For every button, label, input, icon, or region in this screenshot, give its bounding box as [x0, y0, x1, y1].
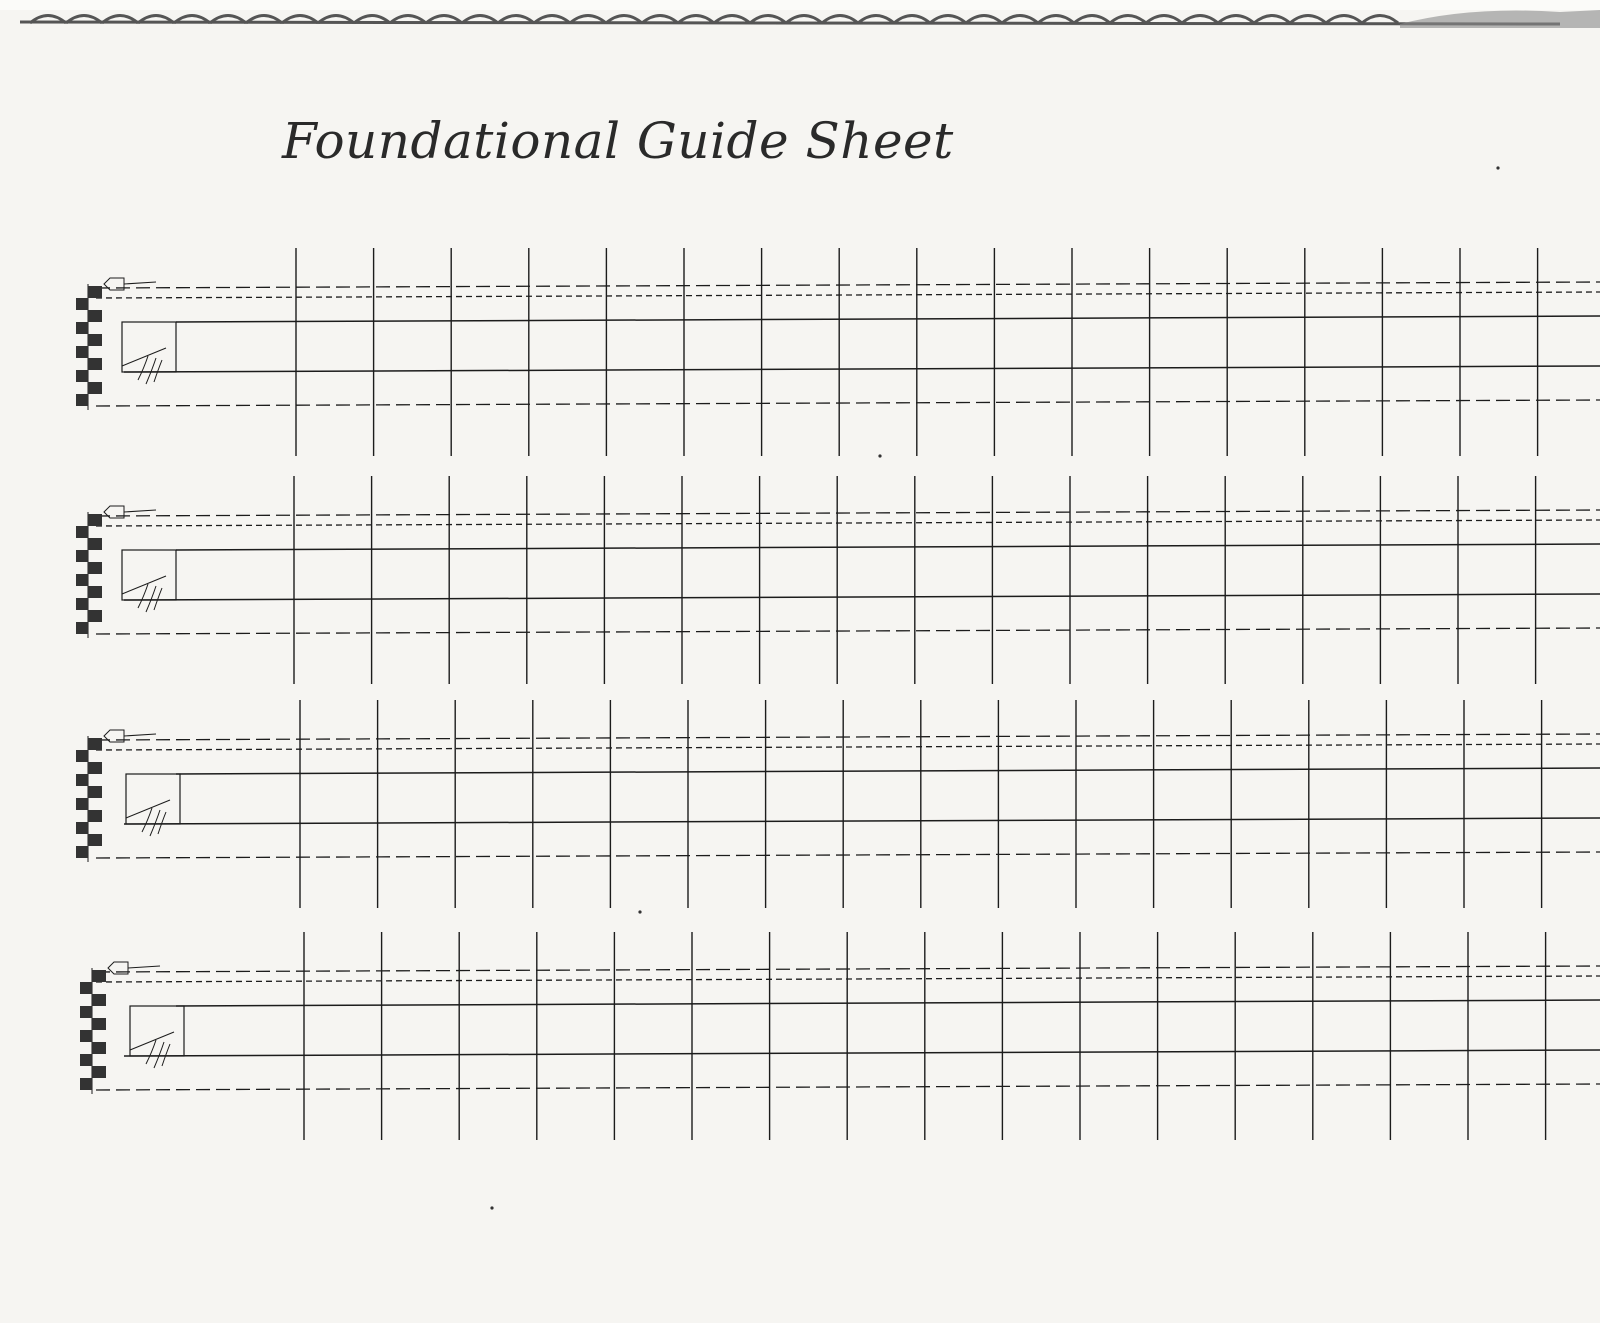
base-line: [124, 366, 1600, 372]
base-line: [124, 818, 1600, 824]
pen-nib-mark: [76, 598, 88, 610]
cap-height-line: [96, 744, 1600, 750]
pen-nib-mark: [88, 610, 102, 622]
pen-nib-mark: [76, 622, 88, 634]
x-height-box: [130, 1006, 184, 1056]
waist-line: [176, 544, 1600, 550]
scallop-mark: [1182, 16, 1218, 24]
scallop-mark: [1074, 16, 1110, 24]
pen-nib-mark: [88, 286, 102, 298]
hand-pen-icon: [130, 1032, 174, 1068]
pen-nib-mark: [88, 762, 102, 774]
pen-nib-mark: [76, 750, 88, 762]
scan-speck: [490, 1206, 493, 1209]
guide-block: [76, 700, 1600, 908]
pen-nib-mark: [88, 382, 102, 394]
pen-nib-mark: [88, 358, 102, 370]
x-height-box: [126, 774, 180, 824]
pen-nib-mark: [88, 310, 102, 322]
pen-nib-mark: [76, 526, 88, 538]
guide-block: [80, 932, 1600, 1140]
scallop-mark: [1218, 16, 1254, 24]
pen-nib-mark: [92, 1066, 106, 1078]
pen-nib-mark: [76, 298, 88, 310]
pen-nib-mark: [76, 846, 88, 858]
scallop-mark: [1326, 16, 1362, 24]
hand-pen-icon: [126, 800, 170, 836]
base-line: [124, 1050, 1600, 1056]
cap-height-line: [96, 292, 1600, 298]
pen-nib-illustration-icon: [108, 962, 160, 974]
waist-line: [176, 1000, 1600, 1006]
pen-nib-mark: [88, 538, 102, 550]
descender-line: [96, 1084, 1600, 1090]
pen-nib-mark: [88, 738, 102, 750]
pen-nib-mark: [76, 322, 88, 334]
pen-nib-mark: [92, 970, 106, 982]
scan-speck: [638, 910, 641, 913]
pen-nib-mark: [80, 982, 92, 994]
pen-width-ladder: [80, 968, 106, 1094]
scallop-mark: [1146, 16, 1182, 24]
scallop-mark: [1110, 16, 1146, 24]
pen-nib-mark: [80, 1054, 92, 1066]
cap-height-line: [96, 520, 1600, 526]
cap-height-line: [96, 976, 1600, 982]
ascender-line: [96, 510, 1600, 516]
descender-line: [96, 628, 1600, 634]
base-line: [124, 594, 1600, 600]
descender-line: [96, 852, 1600, 858]
guide-block: [76, 248, 1600, 456]
pen-nib-mark: [88, 562, 102, 574]
x-height-box: [122, 550, 176, 600]
pen-nib-mark: [76, 346, 88, 358]
pen-width-ladder: [76, 736, 102, 862]
pen-nib-mark: [76, 822, 88, 834]
scan-speck: [1496, 166, 1499, 169]
hand-pen-icon: [122, 348, 166, 384]
pen-nib-mark: [76, 574, 88, 586]
hand-pen-icon: [122, 576, 166, 612]
pen-nib-mark: [76, 550, 88, 562]
pen-nib-mark: [80, 1030, 92, 1042]
pen-nib-mark: [92, 994, 106, 1006]
scan-speck: [878, 454, 881, 457]
pen-nib-mark: [88, 810, 102, 822]
scallop-mark: [1362, 16, 1398, 24]
pen-nib-mark: [80, 1006, 92, 1018]
pen-nib-mark: [88, 586, 102, 598]
scallop-mark: [1254, 16, 1290, 24]
pen-nib-mark: [92, 1042, 106, 1054]
waist-line: [176, 316, 1600, 322]
pen-nib-mark: [88, 514, 102, 526]
pen-width-ladder: [76, 512, 102, 638]
pen-nib-mark: [76, 798, 88, 810]
pen-nib-mark: [80, 1078, 92, 1090]
scallop-mark: [1290, 16, 1326, 24]
descender-line: [96, 400, 1600, 406]
pen-width-ladder: [76, 284, 102, 410]
pen-nib-mark: [88, 834, 102, 846]
pen-nib-mark: [76, 370, 88, 382]
ascender-line: [96, 734, 1600, 740]
page-title: Foundational Guide Sheet: [282, 112, 954, 170]
pen-nib-mark: [92, 1018, 106, 1030]
pen-nib-mark: [88, 786, 102, 798]
pen-nib-mark: [76, 394, 88, 406]
ascender-line: [96, 966, 1600, 972]
guide-block: [76, 476, 1600, 684]
torn-top-edge: [0, 0, 1600, 28]
x-height-box: [122, 322, 176, 372]
pen-nib-mark: [76, 774, 88, 786]
pen-nib-mark: [88, 334, 102, 346]
ascender-line: [96, 282, 1600, 288]
scan-shadow: [1400, 10, 1600, 28]
